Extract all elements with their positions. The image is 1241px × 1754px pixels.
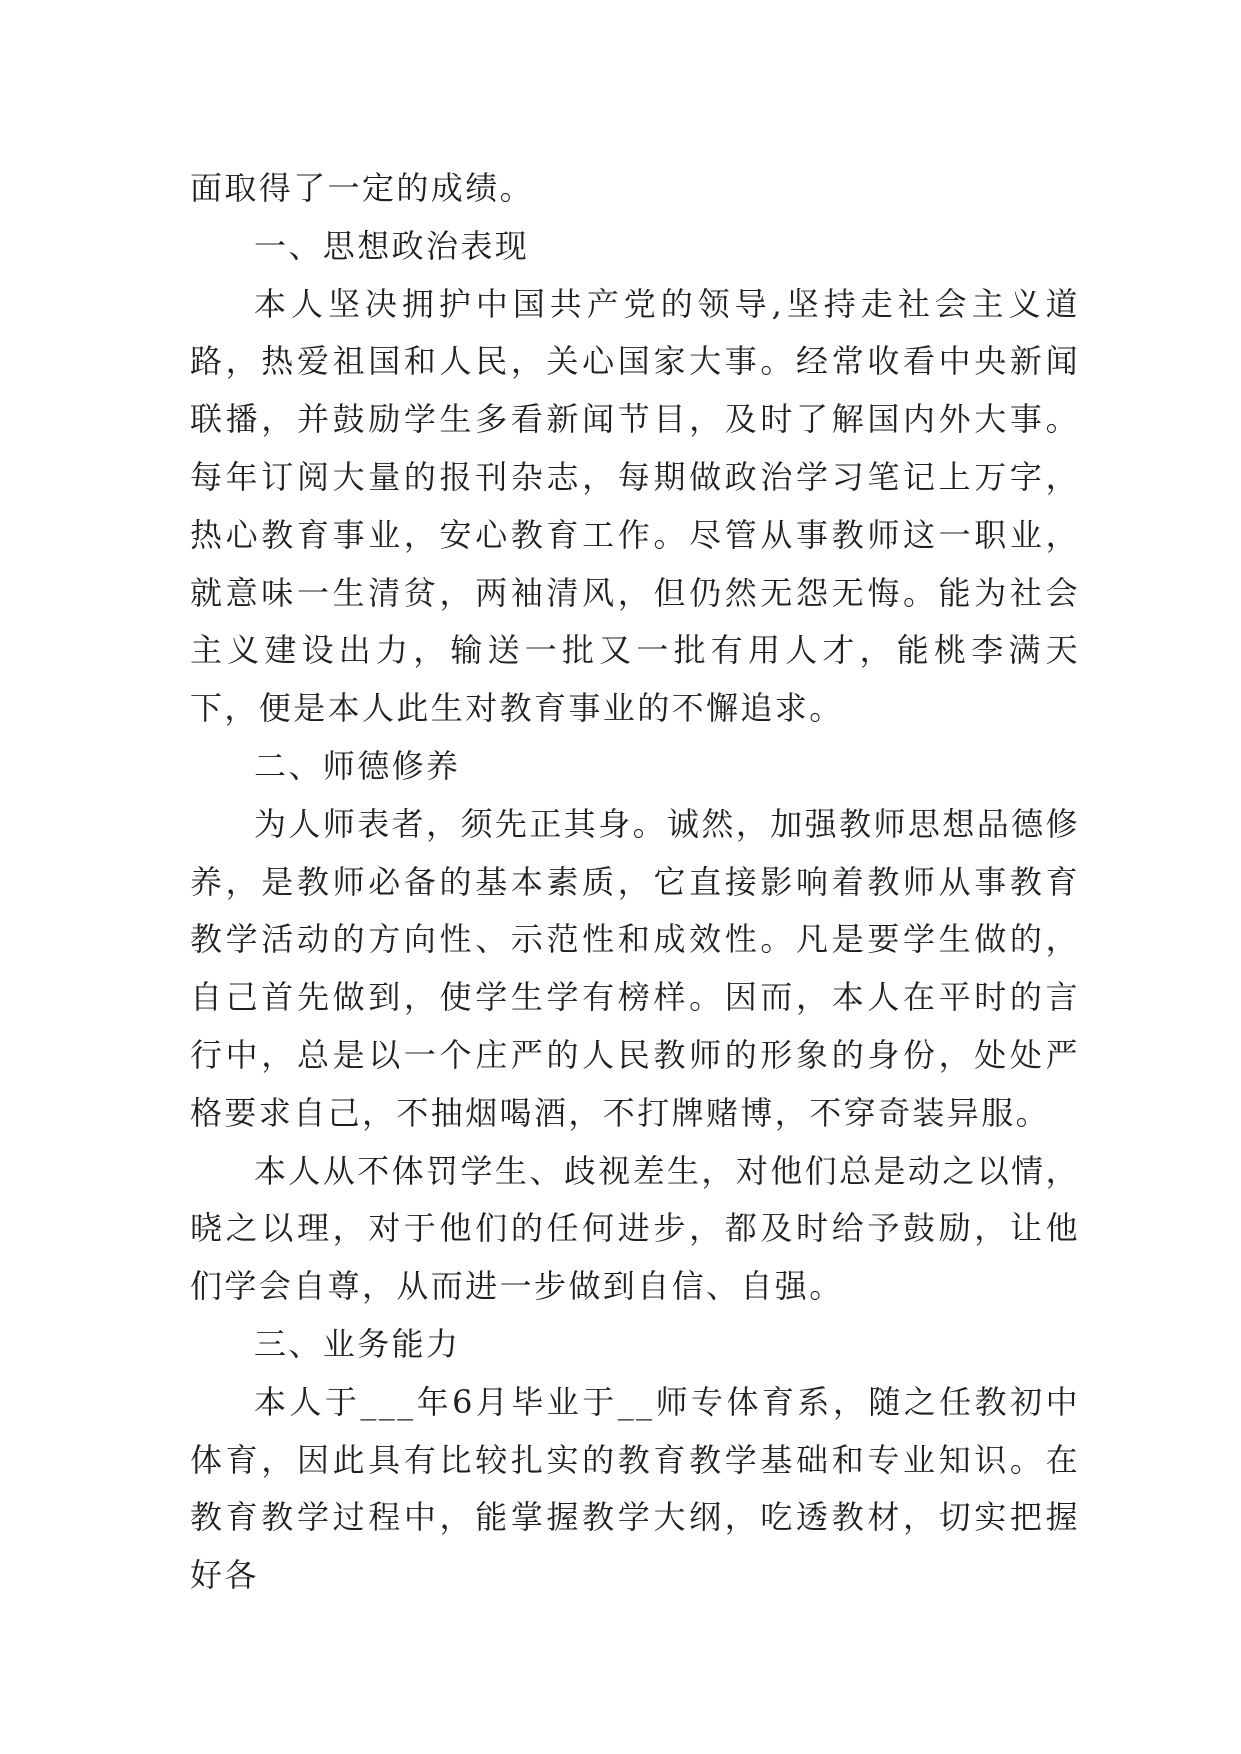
section-heading-political: 一、思想政治表现 — [254, 226, 530, 265]
paragraph-continuation: 面取得了一定的成绩。 — [190, 169, 535, 207]
paragraph-ability: 本人于___年6月毕业于__师专体育系，随之任教初中体育，因此具有比较扎实的教育教学基础和专业知识。在教育教学过程中，能掌握教学大纲，吃透教材，切实把握好各 — [190, 1382, 1080, 1595]
paragraph-political: 本人坚决拥护中国共产党的领导,坚持走社会主义道路，热爱祖国和人民，关心国家大事。经常收看中央新闻联播，并鼓励学生多看新闻节目，及时了解国内外大事。每年订阅大量的报刊杂志，每期做政治学习笔记上万字，热心教育事业，安心教育工作。尽管从事教师这一职业，就意味一生清贫，两袖清风，但仍然无怨无悔。能为社会主义建设出力，输送一批又一批有用人才，能桃李满天下，便是本人此生对教育事业的不懈追求。 — [190, 284, 1080, 728]
paragraph-students: 本人从不体罚学生、歧视差生，对他们总是动之以情，晓之以理，对于他们的任何进步，都及时给予鼓励，让他们学会自尊，从而进一步做到自信、自强。 — [190, 1151, 1080, 1306]
paragraph-ethics: 为人师表者，须先正其身。诚然，加强教师思想品德修养，是教师必备的基本素质，它直接影响着教师从事教育教学活动的方向性、示范性和成效性。凡是要学生做的，自己首先做到，使学生学有榜样。因而，本人在平时的言行中，总是以一个庄严的人民教师的形象的身份，处处严格要求自己，不抽烟喝酒，不打牌赌博，不穿奇装异服。 — [190, 804, 1080, 1132]
document-body — [190, 160, 1080, 1605]
section-heading-ability: 三、业务能力 — [254, 1324, 461, 1363]
section-heading-ethics: 二、师德修养 — [254, 746, 461, 785]
